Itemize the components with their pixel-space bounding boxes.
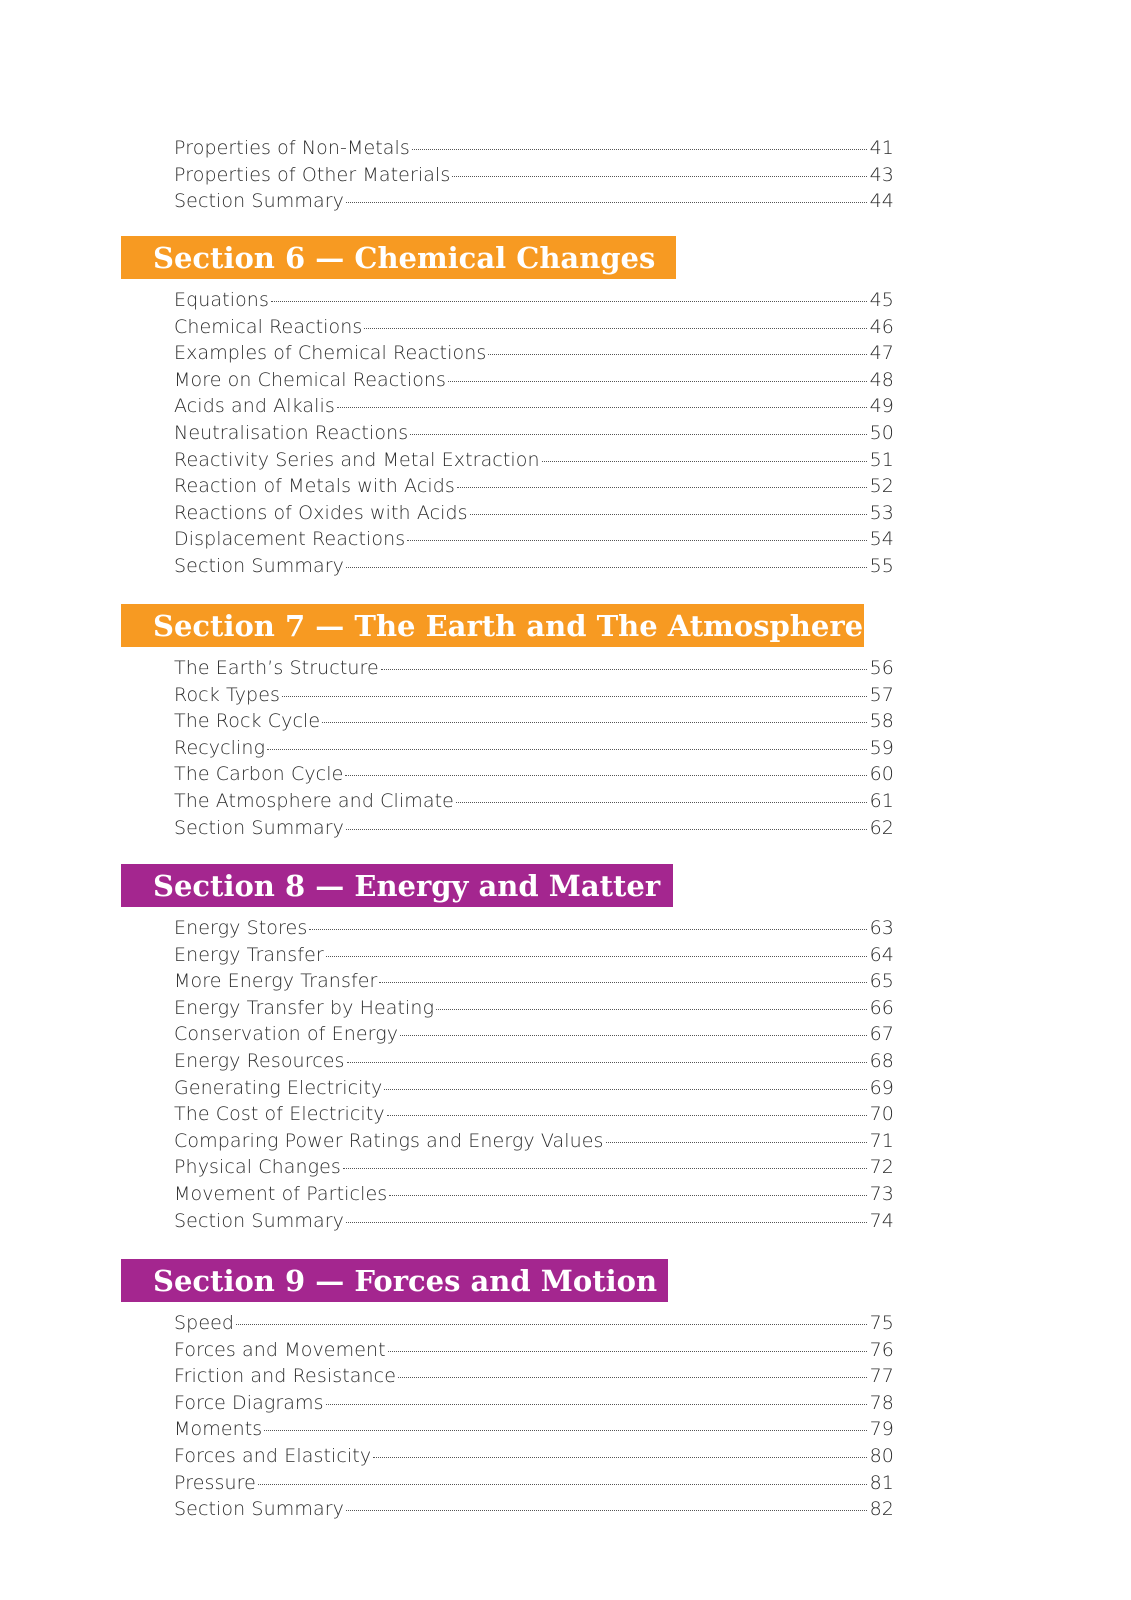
dot-leader — [309, 929, 866, 930]
toc-entry — [174, 788, 894, 815]
toc-entry-page-number: 67 — [869, 1023, 894, 1046]
toc-entry-page-number: 62 — [869, 816, 894, 839]
toc-entry — [174, 1048, 894, 1075]
dot-leader — [282, 696, 867, 697]
dot-leader — [389, 1195, 866, 1196]
toc-entry-page-number: 76 — [869, 1338, 894, 1361]
toc-entry-page-number: 61 — [869, 789, 894, 812]
toc-entry-page-number: 63 — [869, 917, 894, 939]
toc-entry — [174, 682, 894, 709]
dot-leader — [322, 722, 866, 723]
toc-entry — [174, 188, 894, 215]
toc-entry-page-number: 65 — [869, 970, 894, 993]
dot-leader — [326, 956, 867, 957]
toc-entry-page-number: 77 — [869, 1365, 894, 1388]
toc-entry — [174, 447, 894, 474]
dot-leader — [606, 1142, 867, 1143]
dot-leader — [388, 1351, 867, 1352]
toc-entry-page-number: 54 — [869, 528, 894, 551]
toc-entry-title: Reaction of Metals with Acids — [174, 475, 455, 498]
toc-entry-page-number: 60 — [869, 763, 894, 786]
toc-entry-title: The Earth’s Structure — [174, 657, 379, 679]
dot-leader — [379, 982, 866, 983]
dot-leader — [236, 1324, 867, 1325]
toc-entry — [174, 1101, 894, 1128]
toc-entry-page-number: 53 — [869, 501, 894, 524]
toc-entry-page-number: 47 — [869, 342, 894, 365]
toc-entry-title: The Cost of Electricity — [174, 1103, 385, 1126]
toc-entry-page-number: 57 — [869, 683, 894, 706]
toc-entry — [174, 1128, 894, 1155]
toc-entry-title: Chemical Reactions — [174, 315, 363, 338]
toc-entry-title: Equations — [174, 289, 269, 311]
toc-entry-page-number: 44 — [869, 190, 894, 213]
dot-leader — [267, 749, 867, 750]
toc-entry-title: Section Summary — [174, 816, 344, 839]
toc-entry-page-number: 75 — [869, 1312, 894, 1334]
toc-entry-title: Generating Electricity — [174, 1076, 383, 1099]
toc-entry-title: Force Diagrams — [174, 1391, 324, 1414]
toc-entry-page-number: 81 — [869, 1471, 894, 1494]
toc-entry-title: More Energy Transfer — [174, 970, 378, 993]
toc-entry — [174, 553, 894, 580]
dot-leader — [346, 202, 867, 203]
toc-entry — [174, 1416, 894, 1443]
toc-entry-title: Properties of Non-Metals — [174, 137, 410, 159]
dot-leader — [381, 669, 867, 670]
toc-entry-title: Reactivity Series and Metal Extraction — [174, 448, 540, 471]
toc-entry-title: Comparing Power Ratings and Energy Values — [174, 1129, 604, 1152]
dot-leader — [488, 354, 866, 355]
toc-entry-page-number: 72 — [869, 1156, 894, 1179]
toc-entry-title: Section Summary — [174, 1209, 344, 1232]
toc-entry — [174, 162, 894, 189]
toc-entry-title: Friction and Resistance — [174, 1365, 396, 1388]
toc-entry-title: Pressure — [174, 1471, 256, 1494]
toc-entry-page-number: 56 — [869, 657, 894, 679]
toc-entry — [174, 655, 894, 682]
section-heading: Section 7 — The Earth and The Atmosphere — [121, 604, 864, 647]
toc-entry-page-number: 78 — [869, 1391, 894, 1414]
toc-entry-title: Energy Stores — [174, 917, 308, 939]
toc-entry-page-number: 59 — [869, 736, 894, 759]
toc-entry-title: Recycling — [174, 736, 266, 759]
toc-entry-page-number: 41 — [869, 137, 894, 159]
toc-entry-page-number: 43 — [869, 163, 894, 186]
dot-leader — [410, 434, 866, 435]
toc-entry-page-number: 49 — [869, 395, 894, 418]
toc-entry-list — [174, 655, 894, 841]
toc-entry-title: The Carbon Cycle — [174, 763, 344, 786]
toc-entry-page-number: 69 — [869, 1076, 894, 1099]
toc-entry — [174, 815, 894, 842]
toc-entry-page-number: 79 — [869, 1418, 894, 1441]
toc-entry-title: Moments — [174, 1418, 263, 1441]
toc-entry-list — [174, 135, 894, 215]
dot-leader — [326, 1404, 867, 1405]
toc-entry — [174, 915, 894, 942]
dot-leader — [346, 1510, 867, 1511]
toc-entry-title: Acids and Alkalis — [174, 395, 335, 418]
toc-entry — [174, 1075, 894, 1102]
toc-entry-page-number: 80 — [869, 1444, 894, 1467]
toc-entry-page-number: 70 — [869, 1103, 894, 1126]
toc-entry — [174, 708, 894, 735]
dot-leader — [345, 775, 866, 776]
dot-leader — [436, 1009, 867, 1010]
toc-entry — [174, 735, 894, 762]
toc-entry — [174, 1470, 894, 1497]
toc-entry — [174, 1310, 894, 1337]
dot-leader — [271, 301, 867, 302]
toc-entry-page-number: 51 — [869, 448, 894, 471]
toc-entry-title: Energy Resources — [174, 1049, 345, 1072]
toc-entry-title: Movement of Particles — [174, 1182, 388, 1205]
toc-entry — [174, 995, 894, 1022]
dot-leader — [258, 1484, 867, 1485]
toc-entry — [174, 1154, 894, 1181]
section-heading: Section 8 — Energy and Matter — [121, 864, 673, 907]
toc-entry — [174, 1021, 894, 1048]
dot-leader — [470, 514, 867, 515]
toc-entry — [174, 1363, 894, 1390]
dot-leader — [400, 1035, 867, 1036]
toc-entry-title: Rock Types — [174, 683, 281, 706]
toc-entry — [174, 340, 894, 367]
dot-leader — [398, 1377, 867, 1378]
toc-entry-title: Section Summary — [174, 1498, 344, 1521]
section-heading: Section 6 — Chemical Changes — [121, 236, 676, 279]
toc-entry — [174, 287, 894, 314]
toc-entry — [174, 393, 894, 420]
toc-entry-title: The Atmosphere and Climate — [174, 789, 454, 812]
dot-leader — [542, 461, 867, 462]
toc-entry-page-number: 45 — [869, 289, 894, 311]
dot-leader — [346, 567, 867, 568]
toc-entry-title: Displacement Reactions — [174, 528, 406, 551]
toc-entry — [174, 942, 894, 969]
toc-entry-list — [174, 915, 894, 1234]
toc-entry-title: Neutralisation Reactions — [174, 421, 409, 444]
toc-entry-page-number: 48 — [869, 368, 894, 391]
toc-entry-title: Energy Transfer by Heating — [174, 996, 435, 1019]
toc-entry — [174, 500, 894, 527]
toc-entry — [174, 761, 894, 788]
dot-leader — [264, 1430, 866, 1431]
toc-entry-title: Energy Transfer — [174, 943, 324, 966]
section-heading: Section 9 — Forces and Motion — [121, 1259, 668, 1302]
toc-entry — [174, 1496, 894, 1523]
toc-entry-title: Speed — [174, 1312, 235, 1334]
toc-entry-page-number: 73 — [869, 1182, 894, 1205]
toc-entry-title: Forces and Elasticity — [174, 1444, 372, 1467]
dot-leader — [452, 176, 866, 177]
toc-entry-page-number: 58 — [869, 710, 894, 733]
toc-entry-page-number: 66 — [869, 996, 894, 1019]
toc-entry — [174, 1443, 894, 1470]
toc-entry — [174, 968, 894, 995]
dot-leader — [407, 540, 866, 541]
toc-entry-page-number: 52 — [869, 475, 894, 498]
toc-entry — [174, 473, 894, 500]
toc-entry-title: Section Summary — [174, 554, 344, 577]
toc-entry-title: Conservation of Energy — [174, 1023, 399, 1046]
dot-leader — [384, 1089, 866, 1090]
toc-entry — [174, 135, 894, 162]
toc-entry-page-number: 74 — [869, 1209, 894, 1232]
toc-entry-title: Forces and Movement — [174, 1338, 386, 1361]
dot-leader — [364, 328, 866, 329]
dot-leader — [346, 1222, 867, 1223]
dot-leader — [448, 381, 867, 382]
dot-leader — [343, 1168, 867, 1169]
toc-entry — [174, 314, 894, 341]
dot-leader — [347, 1062, 867, 1063]
toc-entry-title: Examples of Chemical Reactions — [174, 342, 487, 365]
dot-leader — [346, 829, 867, 830]
dot-leader — [373, 1457, 866, 1458]
toc-entry-page-number: 82 — [869, 1498, 894, 1521]
toc-entry-title: Section Summary — [174, 190, 344, 213]
toc-entry-page-number: 64 — [869, 943, 894, 966]
toc-entry-page-number: 46 — [869, 315, 894, 338]
dot-leader — [456, 802, 867, 803]
dot-leader — [457, 487, 867, 488]
toc-entry-title: Physical Changes — [174, 1156, 341, 1179]
toc-entry-page-number: 71 — [869, 1129, 894, 1152]
toc-entry-title: More on Chemical Reactions — [174, 368, 447, 391]
toc-entry — [174, 1337, 894, 1364]
toc-entry-title: The Rock Cycle — [174, 710, 321, 733]
toc-entry — [174, 367, 894, 394]
toc-entry — [174, 526, 894, 553]
toc-entry — [174, 1390, 894, 1417]
toc-entry-list — [174, 287, 894, 580]
toc-entry — [174, 420, 894, 447]
toc-entry — [174, 1208, 894, 1235]
toc-entry-page-number: 55 — [869, 554, 894, 577]
toc-entry — [174, 1181, 894, 1208]
toc-entry-page-number: 50 — [869, 421, 894, 444]
dot-leader — [412, 149, 867, 150]
toc-entry-list — [174, 1310, 894, 1523]
toc-entry-page-number: 68 — [869, 1049, 894, 1072]
dot-leader — [337, 407, 867, 408]
toc-entry-title: Reactions of Oxides with Acids — [174, 501, 468, 524]
toc-entry-title: Properties of Other Materials — [174, 163, 451, 186]
dot-leader — [387, 1115, 867, 1116]
